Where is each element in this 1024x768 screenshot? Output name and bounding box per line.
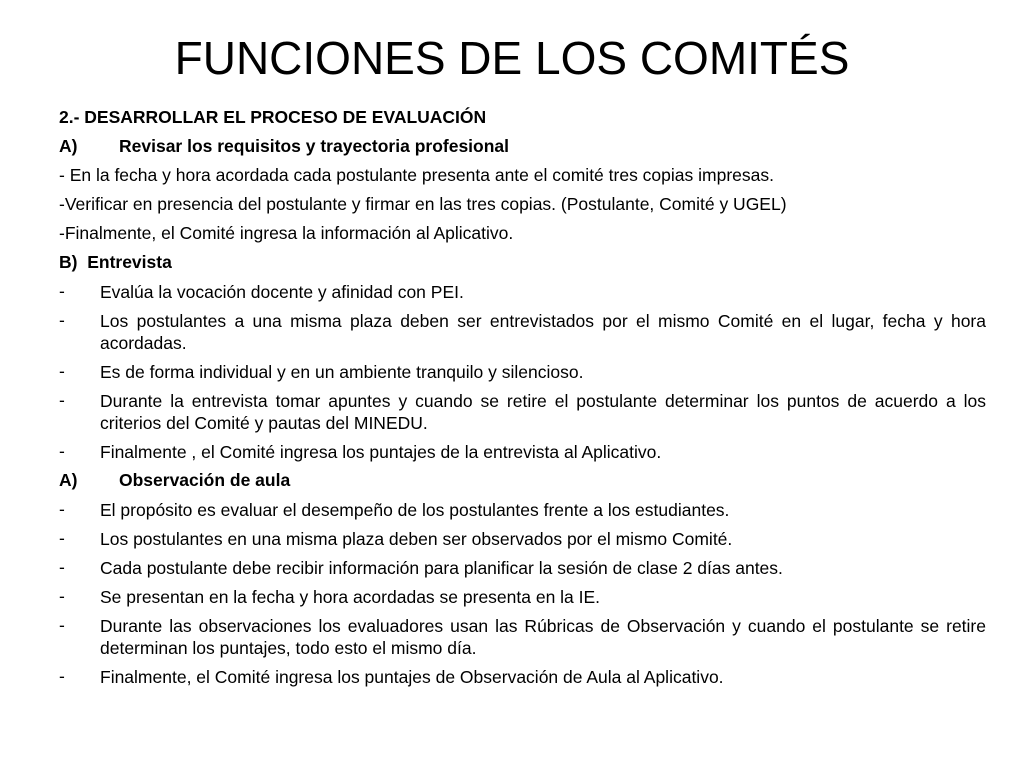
list-item-text: Evalúa la vocación docente y afinidad con PEI. — [100, 282, 464, 302]
section-c-heading — [59, 466, 986, 495]
list-item-text: El propósito es evaluar el desempeño de los postulantes frente a los estudiantes. — [100, 500, 730, 520]
section-b-text: Entrevista — [87, 252, 172, 272]
section-b-heading — [59, 248, 986, 277]
bullet-dash: - — [59, 499, 65, 519]
list-item-text: Durante las observaciones los evaluadores usan las Rúbricas de Observación y cuando el postulante se retire determinan los puntajes, todo esto el mismo día. — [100, 616, 986, 658]
section-a-line: -Finalmente, el Comité ingresa la información al Aplicativo. — [59, 223, 514, 243]
list-item-text: Finalmente , el Comité ingresa los puntajes de la entrevista al Aplicativo. — [100, 442, 662, 462]
list-item — [59, 582, 986, 611]
bullet-dash: - — [59, 557, 65, 577]
list-item-text: Finalmente, el Comité ingresa los puntajes de Observación de Aula al Aplicativo. — [100, 667, 724, 687]
bullet-dash: - — [59, 615, 65, 635]
list-item-text: Es de forma individual y en un ambiente tranquilo y silencioso. — [100, 362, 584, 382]
list-item-text: Se presentan en la fecha y hora acordadas se presenta en la IE. — [100, 587, 601, 607]
list-item — [59, 306, 986, 357]
bullet-dash: - — [59, 390, 65, 410]
list-item — [59, 495, 986, 524]
section-b-label: B) — [59, 252, 78, 272]
list-item — [59, 662, 986, 691]
list-item — [59, 386, 986, 437]
bullet-dash: - — [59, 281, 65, 301]
bullet-dash: - — [59, 528, 65, 548]
list-item-text: Cada postulante debe recibir información para planificar la sesión de clase 2 días antes. — [100, 558, 783, 578]
list-item-text: Durante la entrevista tomar apuntes y cuando se retire el postulante determinar los puntos de acuerdo a los criterios del Comité y pautas del MINEDU. — [100, 391, 986, 433]
list-item — [59, 437, 986, 466]
section-c-label: A) — [59, 470, 78, 490]
list-item — [59, 553, 986, 582]
section-heading: 2.- DESARROLLAR EL PROCESO DE EVALUACIÓN — [59, 107, 487, 127]
bullet-dash: - — [59, 441, 65, 461]
slide-title: FUNCIONES DE LOS COMITÉS — [174, 32, 850, 84]
section-a-label: A) — [59, 136, 78, 156]
list-item — [59, 611, 986, 662]
section-a-line: -Verificar en presencia del postulante y firmar en las tres copias. (Postulante, Comité y UGEL) — [59, 194, 787, 214]
section-a-line: - En la fecha y hora acordada cada postulante presenta ante el comité tres copias impresas. — [59, 165, 774, 185]
slide-content — [59, 103, 986, 691]
bullet-dash: - — [59, 666, 65, 686]
list-item — [59, 524, 986, 553]
section-a-text: Revisar los requisitos y trayectoria profesional — [119, 136, 510, 156]
bullet-dash: - — [59, 586, 65, 606]
list-item — [59, 277, 986, 306]
list-item — [59, 357, 986, 386]
section-c-text: Observación de aula — [119, 470, 291, 490]
list-item-text: Los postulantes en una misma plaza deben ser observados por el mismo Comité. — [100, 529, 733, 549]
bullet-dash: - — [59, 361, 65, 381]
list-item-text: Los postulantes a una misma plaza deben ser entrevistados por el mismo Comité en el lugar, fecha y hora acordadas. — [100, 311, 986, 353]
bullet-dash: - — [59, 310, 65, 330]
section-a-heading — [59, 132, 986, 161]
